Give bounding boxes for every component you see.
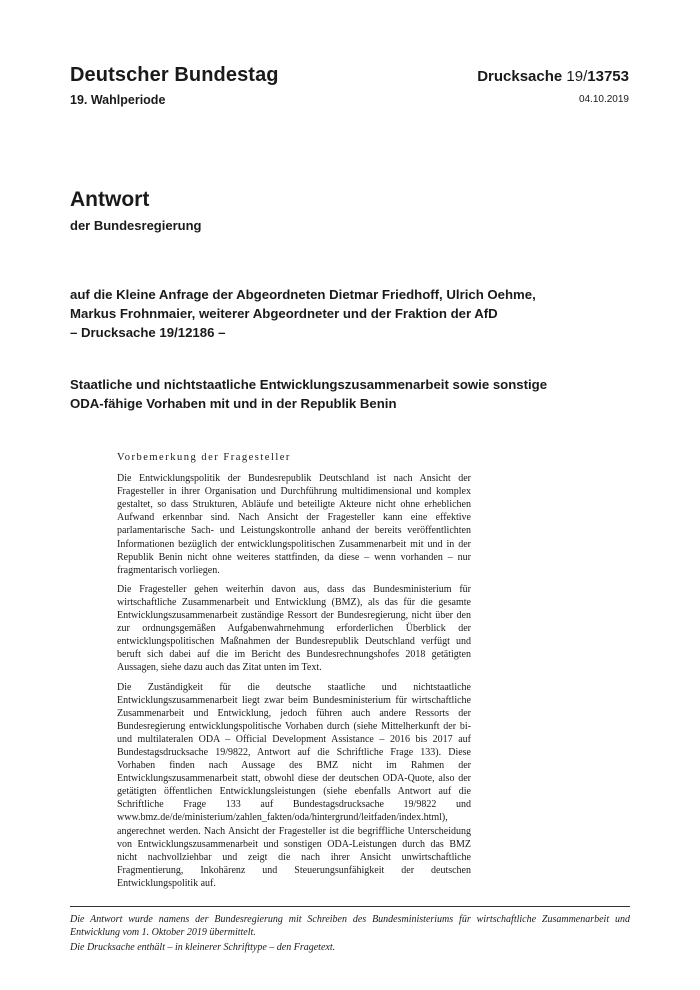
- query-drucksache: – Drucksache 19/12186 –: [70, 325, 226, 340]
- answer-subtitle: der Bundesregierung: [70, 218, 202, 233]
- topic-line: Staatliche und nichtstaatliche Entwicklungszusammenarbeit sowie sonstige: [70, 377, 548, 392]
- preliminary-paragraph: Die Zuständigkeit für die deutsche staatliche und nichtstaatliche Entwicklungszusammenarbeit liegt zwar beim Bundesministerium für wirtschaftliche Zusammenarbeit und Entwicklung, jedoch führen auch andere Ressorts der Bundesregierung entwicklungspolitische Vorhaben durch (siehe Mittelherkunft der bi- und multilateralen ODA – Official Development Assistance – 2016 bis 2017 auf Bundestagsdrucksache 19/9822, Antwort auf die Schriftliche Frage 133). Diese Vorhaben finden nach Aussage des BMZ nicht im Rahmen der Entwicklungszusammenarbeit statt, obwohl diese der deutschen ODA-Quote, also der getätigten öffentlichen Entwicklungsleistungen (siehe ebenfalls Antwort auf die Schriftliche Frage 133 auf Bundestagsdrucksache 19/9822 und www.bmz.de/de/ministerium/zahlen_fakten/oda/hintergrund/leitfaden/index.html), angerechnet werden. Nach Ansicht der Fragesteller ist die begriffliche Unterscheidung von Entwicklungszusammenarbeit und sonstigen ODA-Leistungen durch das BMZ nicht nachvollziehbar und zeigt die nach ihrer Ansicht unwirtschaftliche Fragmentierung, Inkohärenz und Steuerungsunfähigkeit der deutschen Entwicklungspolitik auf.: [117, 681, 471, 889]
- drucksache-line: [477, 68, 629, 85]
- topic-title: [70, 375, 640, 413]
- preliminary-heading: Vorbemerkung der Fragesteller: [117, 452, 291, 463]
- header-left: [70, 64, 279, 107]
- answer-title: Antwort: [70, 188, 150, 211]
- footer-notes: [70, 913, 630, 954]
- footer-fonttype-note: Die Drucksache enthält – in kleinerer Schrifttype – den Fragetext.: [70, 942, 336, 953]
- header-right: [477, 68, 629, 105]
- topic-line: ODA-fähige Vorhaben mit und in der Republik Benin: [70, 396, 397, 411]
- query-line: Markus Frohnmaier, weiterer Abgeordneter und der Fraktion der AfD: [70, 306, 498, 321]
- preliminary-paragraph: Die Fragesteller gehen weiterhin davon aus, dass das Bundesministerium für wirtschaftliche Zusammenarbeit und Entwicklung (BMZ), als das für die gesamte Entwicklungszusammenarbeit zuständige Ressort der Bundesregierung, nicht über den zur ordnungsgemäßen Aufgabenwahrnehmung erforderlichen Überblick der entwicklungspolitischen Maßnahmen der Bundesrepublik Deutschland verfügt und beruft sich dabei auf die im Bericht des Bundesrechnungshofes 2018 getätigten Aussagen, siehe dazu auch das Zitat unten im Text.: [117, 583, 471, 674]
- query-reference: [70, 285, 640, 342]
- document-date: 04.10.2019: [578, 94, 629, 105]
- query-line: auf die Kleine Anfrage der Abgeordneten Dietmar Friedhoff, Ulrich Oehme,: [70, 287, 536, 302]
- electoral-period: 19. Wahlperiode: [70, 93, 166, 107]
- footer-divider: [70, 906, 630, 907]
- preliminary-remarks: [117, 451, 471, 896]
- answer-block: [70, 188, 201, 233]
- footer-transmission-note: Die Antwort wurde namens der Bundesregierung mit Schreiben des Bundesministeriums für wirtschaftliche Zusammenarbeit und Entwicklung vom 1. Oktober 2019 übermittelt.: [70, 914, 630, 938]
- preliminary-paragraph: Die Entwicklungspolitik der Bundesrepublik Deutschland ist nach Ansicht der Fragesteller in ihrer Organisation und Durchführung multidimensional und komplex gestaltet, so dass Strukturen, Abläufe und beteiligte Akteure nicht ohne erheblichen Aufwand erkennbar sind. Nach Ansicht der Fragesteller kann eine effektive parlamentarische Sach- und Leistungskontrolle anhand der bereits veröffentlichten Informationen bezüglich der entwicklungspolitischen Zusammenarbeit mit und in der Republik Benin nicht ohne weiteres stattfinden, da diese – wenn vorhanden – nur fragmentarisch vorliegen.: [117, 473, 471, 576]
- drucksache-label: Drucksache: [477, 68, 563, 85]
- institution-title: Deutscher Bundestag: [70, 64, 279, 86]
- drucksache-number: 13753: [587, 68, 629, 85]
- drucksache-prefix: 19/: [566, 68, 588, 85]
